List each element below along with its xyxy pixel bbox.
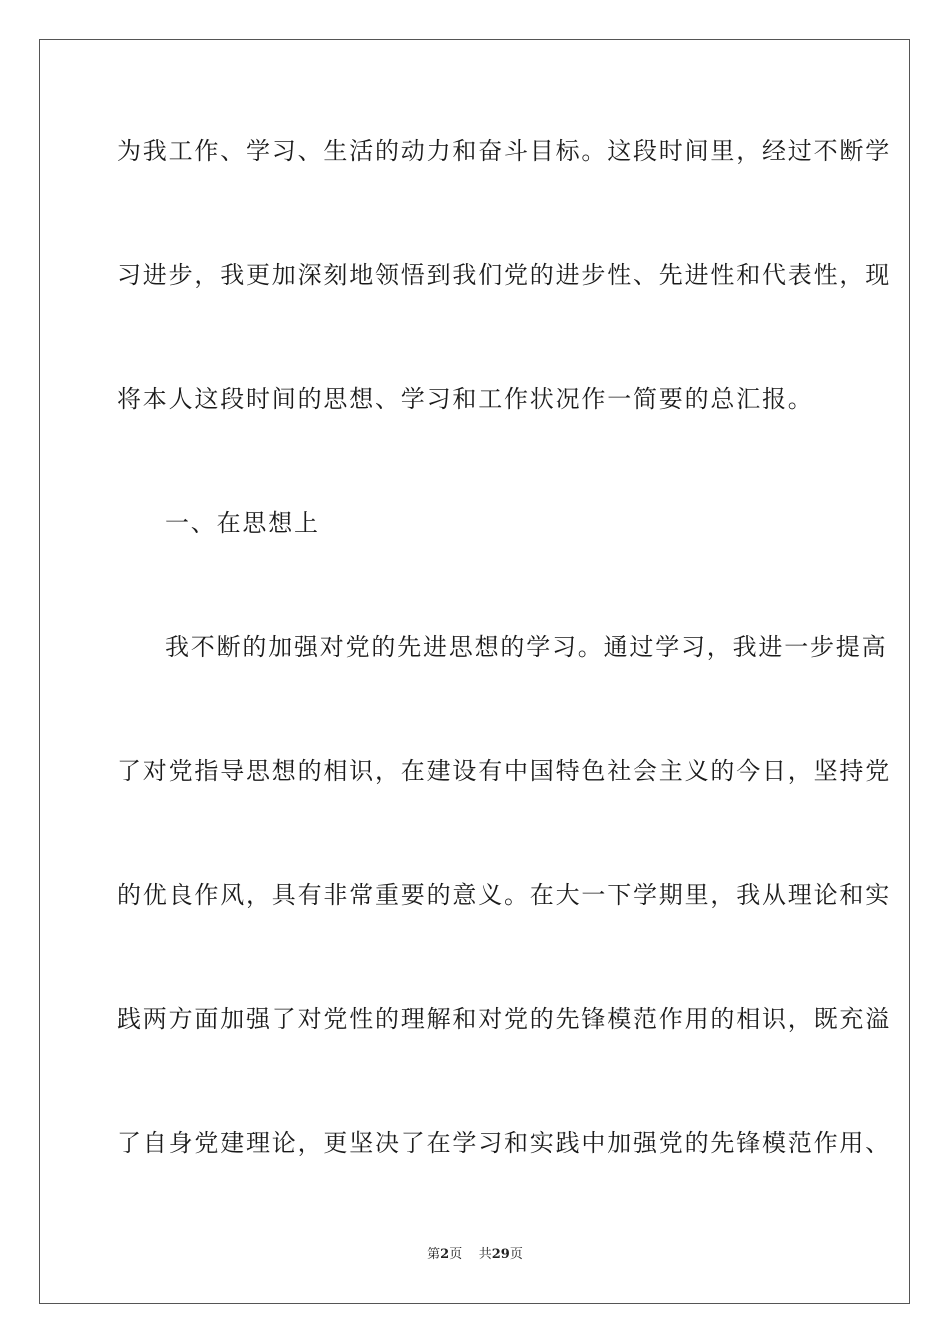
body-line-6: 了对党指导思想的相识，在建设有中国特色社会主义的今日，坚持党 [117, 757, 891, 785]
footer-page-number: 2 [440, 1247, 450, 1262]
footer-total-pages: 29 [491, 1247, 510, 1262]
footer-total-suffix: 页 [509, 1247, 523, 1262]
page-border [39, 39, 910, 1304]
page-footer [0, 1246, 950, 1264]
footer-total-prefix: 共 [478, 1247, 492, 1262]
body-line-9: 了自身党建理论，更坚决了在学习和实践中加强党的先锋模范作用、 [117, 1129, 891, 1157]
footer-page-suffix: 页 [449, 1247, 463, 1262]
section-heading: 一、在思想上 [165, 509, 320, 537]
body-line-1: 为我工作、学习、生活的动力和奋斗目标。这段时间里，经过不断学 [117, 137, 891, 165]
body-line-8: 践两方面加强了对党性的理解和对党的先锋模范作用的相识，既充溢 [117, 1005, 891, 1033]
body-line-7: 的优良作风，具有非常重要的意义。在大一下学期里，我从理论和实 [117, 881, 891, 909]
body-line-3: 将本人这段时间的思想、学习和工作状况作一简要的总汇报。 [117, 385, 814, 413]
footer-page-prefix: 第 [427, 1247, 441, 1262]
body-line-2: 习进步，我更加深刻地领悟到我们党的进步性、先进性和代表性，现 [117, 261, 891, 289]
body-line-5: 我不断的加强对党的先进思想的学习。通过学习，我进一步提高 [165, 633, 888, 661]
